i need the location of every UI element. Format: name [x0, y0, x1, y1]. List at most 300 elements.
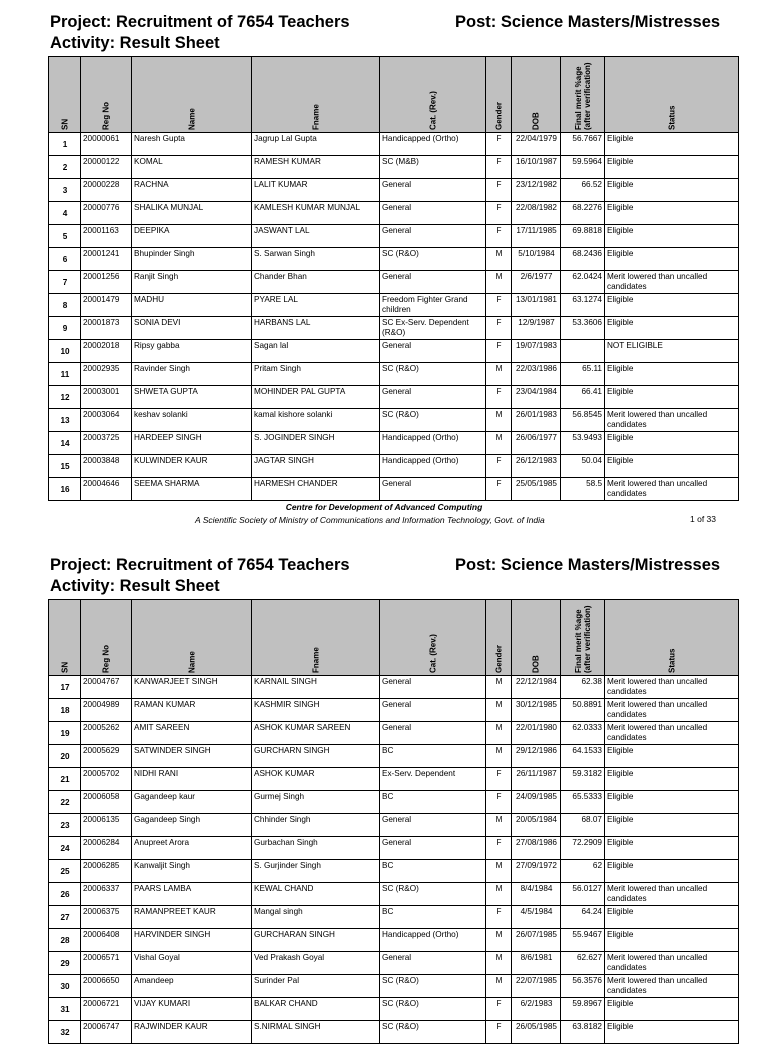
cell-gender: F: [486, 455, 512, 478]
cell-reg-no: 20004989: [81, 699, 132, 722]
cell-status: Eligible: [605, 133, 739, 156]
cell-dob: 20/05/1984: [512, 814, 561, 837]
table-row: [49, 998, 739, 1021]
cell-gender: F: [486, 906, 512, 929]
cell-status: Merit lowered than uncalled candidates: [605, 409, 739, 432]
cell-fname: Pritam Singh: [252, 363, 380, 386]
project-title: Project: Recruitment of 7654 Teachers: [50, 13, 350, 31]
col-header-sn: SN: [49, 600, 81, 676]
cell-merit: 63.1274: [561, 294, 605, 317]
cell-reg-no: 20006747: [81, 1021, 132, 1044]
cell-dob: 22/12/1984: [512, 676, 561, 699]
post-title: Post: Science Masters/Mistresses: [455, 13, 721, 31]
cell-gender: M: [486, 676, 512, 699]
cell-merit: 59.3182: [561, 768, 605, 791]
cell-fname: PYARE LAL: [252, 294, 380, 317]
cell-merit: 56.8545: [561, 409, 605, 432]
cell-status: Merit lowered than uncalled candidates: [605, 271, 739, 294]
cell-status: Eligible: [605, 745, 739, 768]
cell-sn: 16: [49, 478, 81, 501]
cell-fname: Gurmej Singh: [252, 791, 380, 814]
table-row: [49, 202, 739, 225]
table-row: [49, 248, 739, 271]
activity-title: Activity: Result Sheet: [50, 34, 220, 52]
cell-merit: 59.8967: [561, 998, 605, 1021]
cell-dob: 6/2/1983: [512, 998, 561, 1021]
cell-gender: F: [486, 156, 512, 179]
cell-status: Eligible: [605, 294, 739, 317]
cell-name: Ravinder Singh: [132, 363, 252, 386]
cell-fname: Chhinder Singh: [252, 814, 380, 837]
cell-dob: 8/6/1981: [512, 952, 561, 975]
table-row: [49, 363, 739, 386]
table-row: [49, 768, 739, 791]
cell-dob: 12/9/1987: [512, 317, 561, 340]
table-row: [49, 883, 739, 906]
activity-title: Activity: Result Sheet: [50, 577, 220, 595]
cell-reg-no: 20005262: [81, 722, 132, 745]
cell-gender: M: [486, 363, 512, 386]
cell-merit: 68.2436: [561, 248, 605, 271]
cell-merit: 72.2909: [561, 837, 605, 860]
cell-dob: 5/10/1984: [512, 248, 561, 271]
cell-reg-no: 20001256: [81, 271, 132, 294]
cell-gender: F: [486, 179, 512, 202]
cell-category: General: [380, 271, 486, 294]
cell-status: Eligible: [605, 768, 739, 791]
cell-gender: M: [486, 409, 512, 432]
cell-merit: 62.0424: [561, 271, 605, 294]
cell-name: Gagandeep kaur: [132, 791, 252, 814]
table-row: [49, 317, 739, 340]
cell-sn: 21: [49, 768, 81, 791]
cell-gender: M: [486, 699, 512, 722]
cell-sn: 17: [49, 676, 81, 699]
cell-gender: F: [486, 1021, 512, 1044]
table-row: [49, 860, 739, 883]
cell-merit: [561, 340, 605, 363]
cell-name: HARDEEP SINGH: [132, 432, 252, 455]
cell-sn: 14: [49, 432, 81, 455]
cell-status: Eligible: [605, 906, 739, 929]
cell-category: SC (R&O): [380, 248, 486, 271]
result-sheet-page-2: [0, 543, 768, 1037]
cell-fname: KAMLESH KUMAR MUNJAL: [252, 202, 380, 225]
cell-gender: F: [486, 478, 512, 501]
cell-merit: 58.5: [561, 478, 605, 501]
cell-name: DEEPIKA: [132, 225, 252, 248]
cell-category: General: [380, 478, 486, 501]
cell-name: AMIT SAREEN: [132, 722, 252, 745]
col-header-status: Status: [605, 57, 739, 133]
cell-fname: GURCHARAN SINGH: [252, 929, 380, 952]
cell-category: Ex-Serv. Dependent: [380, 768, 486, 791]
cell-dob: 16/10/1987: [512, 156, 561, 179]
cell-name: Amandeep: [132, 975, 252, 998]
cell-merit: 62.627: [561, 952, 605, 975]
cell-name: Gagandeep Singh: [132, 814, 252, 837]
cell-category: General: [380, 676, 486, 699]
cell-status: Eligible: [605, 929, 739, 952]
cell-dob: 27/08/1986: [512, 837, 561, 860]
cell-dob: 19/07/1983: [512, 340, 561, 363]
cell-reg-no: 20005702: [81, 768, 132, 791]
cell-merit: 53.3606: [561, 317, 605, 340]
table-row: [49, 386, 739, 409]
cell-category: BC: [380, 745, 486, 768]
cell-gender: F: [486, 386, 512, 409]
cell-sn: 3: [49, 179, 81, 202]
cell-fname: ASHOK KUMAR SAREEN: [252, 722, 380, 745]
cell-category: General: [380, 814, 486, 837]
cell-sn: 28: [49, 929, 81, 952]
cell-sn: 12: [49, 386, 81, 409]
table-row: [49, 271, 739, 294]
cell-category: Freedom Fighter Grand children: [380, 294, 486, 317]
cell-gender: M: [486, 883, 512, 906]
cell-reg-no: 20006721: [81, 998, 132, 1021]
cell-category: General: [380, 699, 486, 722]
results-table: [48, 599, 739, 1044]
table-row: [49, 699, 739, 722]
cell-gender: M: [486, 722, 512, 745]
footer-org: Centre for Development of Advanced Computing: [285, 502, 483, 512]
cell-fname: Jagrup Lal Gupta: [252, 133, 380, 156]
cell-gender: M: [486, 745, 512, 768]
cell-dob: 13/01/1981: [512, 294, 561, 317]
cell-sn: 1: [49, 133, 81, 156]
cell-dob: 26/12/1983: [512, 455, 561, 478]
cell-fname: LALIT KUMAR: [252, 179, 380, 202]
cell-reg-no: 20004646: [81, 478, 132, 501]
cell-reg-no: 20001873: [81, 317, 132, 340]
cell-sn: 5: [49, 225, 81, 248]
cell-merit: 53.9493: [561, 432, 605, 455]
cell-reg-no: 20006375: [81, 906, 132, 929]
cell-gender: F: [486, 768, 512, 791]
page-title: [50, 12, 350, 54]
cell-merit: 68.07: [561, 814, 605, 837]
cell-name: SATWINDER SINGH: [132, 745, 252, 768]
cell-name: Anupreet Arora: [132, 837, 252, 860]
cell-gender: M: [486, 860, 512, 883]
cell-sn: 11: [49, 363, 81, 386]
cell-name: SHALIKA MUNJAL: [132, 202, 252, 225]
page-title: [50, 555, 350, 597]
cell-fname: Ved Prakash Goyal: [252, 952, 380, 975]
cell-gender: F: [486, 317, 512, 340]
cell-category: SC Ex-Serv. Dependent (R&O): [380, 317, 486, 340]
cell-reg-no: 20000122: [81, 156, 132, 179]
table-row: [49, 929, 739, 952]
table-header-row: [49, 600, 739, 676]
table-row: [49, 179, 739, 202]
cell-category: SC (R&O): [380, 998, 486, 1021]
cell-name: HARVINDER SINGH: [132, 929, 252, 952]
cell-gender: F: [486, 133, 512, 156]
cell-name: RAJWINDER KAUR: [132, 1021, 252, 1044]
cell-status: Eligible: [605, 1021, 739, 1044]
cell-merit: 55.9467: [561, 929, 605, 952]
cell-merit: 65.5333: [561, 791, 605, 814]
col-header-reg: Reg No: [81, 600, 132, 676]
cell-reg-no: 20006571: [81, 952, 132, 975]
cell-sn: 19: [49, 722, 81, 745]
cell-gender: M: [486, 271, 512, 294]
col-header-name: Name: [132, 600, 252, 676]
cell-status: Eligible: [605, 455, 739, 478]
table-row: [49, 409, 739, 432]
cell-dob: 2/6/1977: [512, 271, 561, 294]
cell-fname: JASWANT LAL: [252, 225, 380, 248]
cell-category: SC (R&O): [380, 883, 486, 906]
post-title: Post: Science Masters/Mistresses: [455, 556, 721, 574]
cell-fname: MOHINDER PAL GUPTA: [252, 386, 380, 409]
cell-sn: 6: [49, 248, 81, 271]
cell-gender: M: [486, 975, 512, 998]
cell-dob: 22/03/1986: [512, 363, 561, 386]
cell-status: Eligible: [605, 202, 739, 225]
table-row: [49, 455, 739, 478]
cell-status: NOT ELIGIBLE: [605, 340, 739, 363]
cell-status: Eligible: [605, 386, 739, 409]
cell-sn: 27: [49, 906, 81, 929]
cell-dob: 22/08/1982: [512, 202, 561, 225]
cell-category: BC: [380, 860, 486, 883]
cell-sn: 18: [49, 699, 81, 722]
cell-merit: 65.11: [561, 363, 605, 386]
cell-status: Merit lowered than uncalled candidates: [605, 952, 739, 975]
cell-dob: 23/04/1984: [512, 386, 561, 409]
cell-dob: 8/4/1984: [512, 883, 561, 906]
cell-name: KOMAL: [132, 156, 252, 179]
cell-fname: ASHOK KUMAR: [252, 768, 380, 791]
table-row: [49, 133, 739, 156]
cell-fname: S. Sarwan Singh: [252, 248, 380, 271]
cell-gender: M: [486, 952, 512, 975]
cell-reg-no: 20000061: [81, 133, 132, 156]
cell-dob: 26/06/1977: [512, 432, 561, 455]
cell-sn: 31: [49, 998, 81, 1021]
col-header-cat: Cat. (Rev.): [380, 600, 486, 676]
cell-status: Eligible: [605, 225, 739, 248]
cell-name: KULWINDER KAUR: [132, 455, 252, 478]
cell-status: Eligible: [605, 317, 739, 340]
col-header-dob: DOB: [512, 600, 561, 676]
table-row: [49, 225, 739, 248]
table-row: [49, 814, 739, 837]
cell-gender: M: [486, 929, 512, 952]
cell-merit: 62: [561, 860, 605, 883]
cell-merit: 64.24: [561, 906, 605, 929]
cell-reg-no: 20001241: [81, 248, 132, 271]
page-number: 1 of 33: [690, 514, 716, 524]
cell-name: RACHNA: [132, 179, 252, 202]
cell-fname: S. Gurjinder Singh: [252, 860, 380, 883]
cell-reg-no: 20006284: [81, 837, 132, 860]
cell-reg-no: 20004767: [81, 676, 132, 699]
cell-merit: 68.2276: [561, 202, 605, 225]
cell-fname: Gurbachan Singh: [252, 837, 380, 860]
cell-reg-no: 20006135: [81, 814, 132, 837]
cell-fname: RAMESH KUMAR: [252, 156, 380, 179]
cell-name: Kanwaljit Singh: [132, 860, 252, 883]
cell-merit: 56.7667: [561, 133, 605, 156]
cell-category: General: [380, 179, 486, 202]
cell-fname: S.NIRMAL SINGH: [252, 1021, 380, 1044]
table-header-row: [49, 57, 739, 133]
cell-reg-no: 20000228: [81, 179, 132, 202]
cell-sn: 7: [49, 271, 81, 294]
cell-merit: 63.8182: [561, 1021, 605, 1044]
cell-name: VIJAY KUMARI: [132, 998, 252, 1021]
cell-name: Naresh Gupta: [132, 133, 252, 156]
cell-sn: 15: [49, 455, 81, 478]
cell-name: NIDHI RANI: [132, 768, 252, 791]
footer-tagline: A Scientific Society of Ministry of Communications and Information Technology, Govt. of India: [195, 515, 545, 525]
cell-reg-no: 20003725: [81, 432, 132, 455]
cell-dob: 4/5/1984: [512, 906, 561, 929]
table-row: [49, 676, 739, 699]
col-header-name: Name: [132, 57, 252, 133]
cell-dob: 22/04/1979: [512, 133, 561, 156]
cell-fname: HARBANS LAL: [252, 317, 380, 340]
table-row: [49, 906, 739, 929]
cell-category: General: [380, 837, 486, 860]
cell-sn: 25: [49, 860, 81, 883]
cell-fname: KASHMIR SINGH: [252, 699, 380, 722]
cell-status: Eligible: [605, 998, 739, 1021]
cell-dob: 26/07/1985: [512, 929, 561, 952]
cell-gender: M: [486, 248, 512, 271]
cell-fname: HARMESH CHANDER: [252, 478, 380, 501]
cell-sn: 2: [49, 156, 81, 179]
cell-merit: 50.8891: [561, 699, 605, 722]
cell-gender: M: [486, 432, 512, 455]
cell-merit: 50.04: [561, 455, 605, 478]
cell-name: RAMANPREET KAUR: [132, 906, 252, 929]
col-header-status: Status: [605, 600, 739, 676]
cell-category: Handicapped (Ortho): [380, 432, 486, 455]
cell-sn: 13: [49, 409, 81, 432]
cell-reg-no: 20006058: [81, 791, 132, 814]
cell-name: SEEMA SHARMA: [132, 478, 252, 501]
cell-reg-no: 20003064: [81, 409, 132, 432]
cell-status: Eligible: [605, 837, 739, 860]
cell-status: Merit lowered than uncalled candidates: [605, 883, 739, 906]
table-row: [49, 975, 739, 998]
cell-reg-no: 20006650: [81, 975, 132, 998]
cell-sn: 24: [49, 837, 81, 860]
cell-gender: F: [486, 294, 512, 317]
table-row: [49, 722, 739, 745]
cell-status: Merit lowered than uncalled candidates: [605, 699, 739, 722]
cell-reg-no: 20005629: [81, 745, 132, 768]
table-row: [49, 432, 739, 455]
cell-name: RAMAN KUMAR: [132, 699, 252, 722]
cell-status: Merit lowered than uncalled candidates: [605, 975, 739, 998]
cell-dob: 26/05/1985: [512, 1021, 561, 1044]
cell-gender: F: [486, 791, 512, 814]
cell-fname: Surinder Pal: [252, 975, 380, 998]
cell-fname: KEWAL CHAND: [252, 883, 380, 906]
cell-fname: GURCHARN SINGH: [252, 745, 380, 768]
cell-status: Merit lowered than uncalled candidates: [605, 722, 739, 745]
cell-sn: 29: [49, 952, 81, 975]
cell-dob: 30/12/1985: [512, 699, 561, 722]
cell-reg-no: 20000776: [81, 202, 132, 225]
cell-status: Eligible: [605, 814, 739, 837]
cell-name: keshav solanki: [132, 409, 252, 432]
cell-category: SC (R&O): [380, 363, 486, 386]
col-header-gender: Gender: [486, 57, 512, 133]
cell-gender: F: [486, 998, 512, 1021]
cell-sn: 20: [49, 745, 81, 768]
cell-merit: 69.8818: [561, 225, 605, 248]
cell-merit: 62.38: [561, 676, 605, 699]
cell-reg-no: 20006337: [81, 883, 132, 906]
table-row: [49, 952, 739, 975]
cell-dob: 24/09/1985: [512, 791, 561, 814]
cell-category: SC (M&B): [380, 156, 486, 179]
cell-dob: 27/09/1972: [512, 860, 561, 883]
cell-sn: 32: [49, 1021, 81, 1044]
cell-dob: 22/01/1980: [512, 722, 561, 745]
cell-status: Eligible: [605, 248, 739, 271]
cell-sn: 30: [49, 975, 81, 998]
cell-fname: S. JOGINDER SINGH: [252, 432, 380, 455]
results-table: [48, 56, 739, 501]
cell-category: Handicapped (Ortho): [380, 929, 486, 952]
cell-name: SHWETA GUPTA: [132, 386, 252, 409]
cell-fname: Sagan lal: [252, 340, 380, 363]
cell-sn: 23: [49, 814, 81, 837]
cell-fname: JAGTAR SINGH: [252, 455, 380, 478]
cell-merit: 56.3576: [561, 975, 605, 998]
cell-sn: 8: [49, 294, 81, 317]
table-row: [49, 478, 739, 501]
col-header-reg: Reg No: [81, 57, 132, 133]
col-header-fname: Fname: [252, 600, 380, 676]
cell-fname: KARNAIL SINGH: [252, 676, 380, 699]
cell-category: General: [380, 340, 486, 363]
cell-reg-no: 20006408: [81, 929, 132, 952]
cell-category: General: [380, 952, 486, 975]
table-row: [49, 837, 739, 860]
cell-dob: 25/05/1985: [512, 478, 561, 501]
cell-category: BC: [380, 906, 486, 929]
cell-name: SONIA DEVI: [132, 317, 252, 340]
cell-merit: 66.52: [561, 179, 605, 202]
cell-category: General: [380, 386, 486, 409]
cell-sn: 4: [49, 202, 81, 225]
cell-reg-no: 20003848: [81, 455, 132, 478]
cell-category: SC (R&O): [380, 975, 486, 998]
cell-reg-no: 20001163: [81, 225, 132, 248]
cell-name: KANWARJEET SINGH: [132, 676, 252, 699]
cell-dob: 17/11/1985: [512, 225, 561, 248]
cell-gender: F: [486, 837, 512, 860]
cell-merit: 56.0127: [561, 883, 605, 906]
table-row: [49, 745, 739, 768]
cell-fname: Mangal singh: [252, 906, 380, 929]
cell-category: Handicapped (Ortho): [380, 133, 486, 156]
cell-status: Merit lowered than uncalled candidates: [605, 478, 739, 501]
table-row: [49, 294, 739, 317]
cell-category: General: [380, 722, 486, 745]
col-header-dob: DOB: [512, 57, 561, 133]
cell-dob: 26/11/1987: [512, 768, 561, 791]
